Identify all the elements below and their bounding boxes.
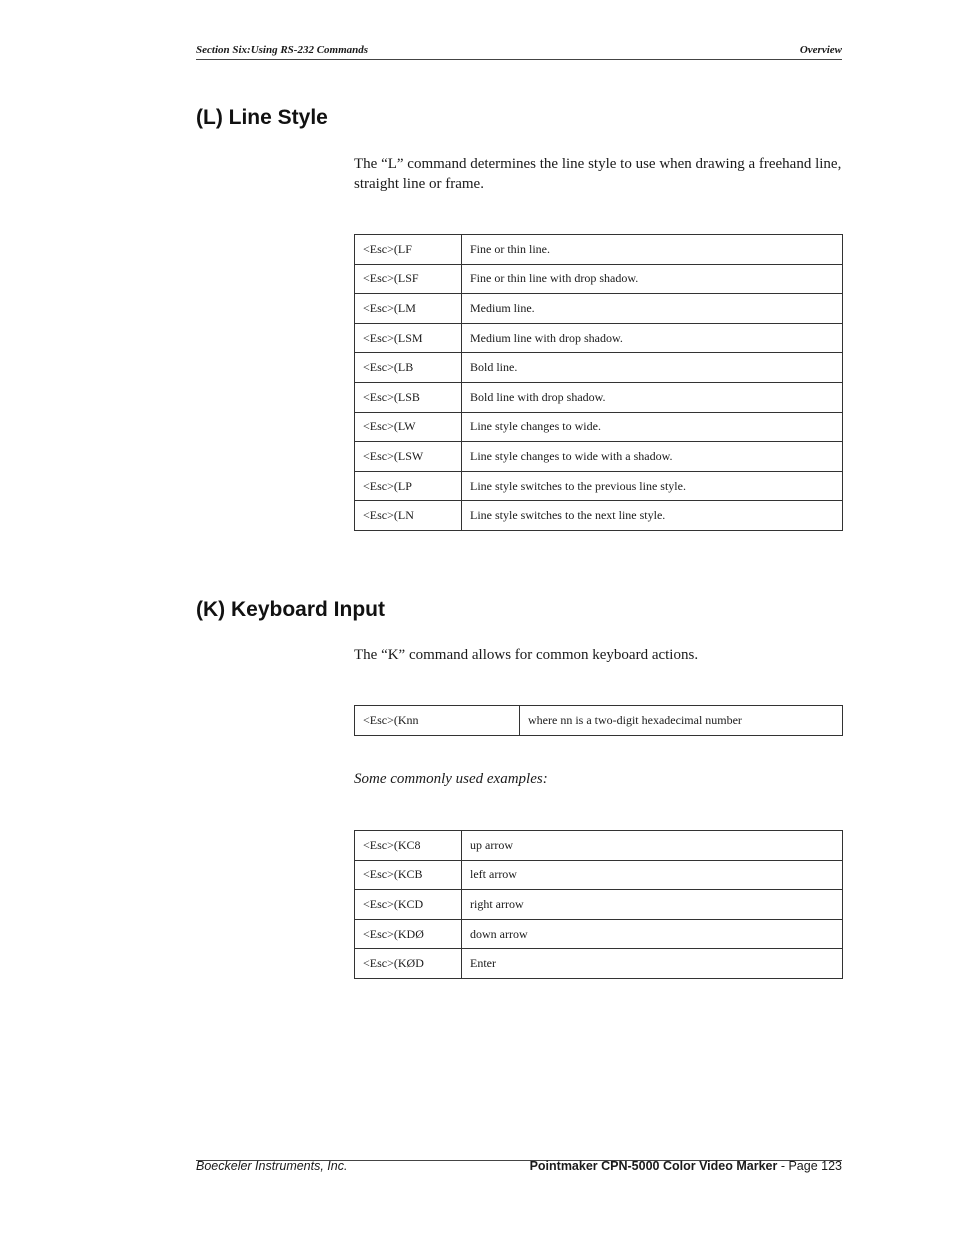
section-title-keyboard-input: (K) Keyboard Input: [196, 598, 385, 621]
command-code: <Esc>(KCB: [355, 860, 462, 890]
command-code: <Esc>(KC8: [355, 831, 462, 861]
table-row: [355, 471, 843, 501]
command-code: <Esc>(LF: [355, 235, 462, 265]
command-description: Line style switches to the previous line style.: [462, 471, 843, 501]
command-code: <Esc>(LN: [355, 501, 462, 531]
command-code: <Esc>(LSF: [355, 264, 462, 294]
command-description: right arrow: [462, 890, 843, 920]
footer-page-number: - Page 123: [777, 1159, 842, 1173]
table-row: [355, 890, 843, 920]
section-title-line-style: (L) Line Style: [196, 106, 328, 129]
table-row: [355, 501, 843, 531]
command-code: <Esc>(LP: [355, 471, 462, 501]
command-code: <Esc>(LSB: [355, 382, 462, 412]
table-row: [355, 353, 843, 383]
command-description: Fine or thin line with drop shadow.: [462, 264, 843, 294]
keyboard-examples-table: [354, 830, 843, 979]
line-style-description-line-2: straight line or frame.: [354, 176, 484, 192]
command-description: Medium line.: [462, 294, 843, 324]
examples-label: Some commonly used examples:: [354, 771, 548, 787]
table-row: [355, 294, 843, 324]
line-style-command-table: [354, 234, 843, 531]
table-row: [355, 919, 843, 949]
command-code: <Esc>(KØD: [355, 949, 462, 979]
table-row: [355, 442, 843, 472]
footer-page-info: [530, 1159, 842, 1173]
command-description: Line style changes to wide with a shadow.: [462, 442, 843, 472]
command-description: up arrow: [462, 831, 843, 861]
footer-product-name: Pointmaker CPN-5000 Color Video Marker: [529, 1159, 778, 1173]
table-row: [355, 412, 843, 442]
command-description: Enter: [462, 949, 843, 979]
command-code: <Esc>(LW: [355, 412, 462, 442]
command-description: down arrow: [462, 919, 843, 949]
command-code: <Esc>(LSM: [355, 323, 462, 353]
table-row: [355, 323, 843, 353]
command-description: Medium line with drop shadow.: [462, 323, 843, 353]
command-description: where nn is a two-digit hexadecimal number: [520, 706, 843, 736]
command-description: Line style changes to wide.: [462, 412, 843, 442]
command-description: Line style switches to the next line style.: [462, 501, 843, 531]
running-header-section: Section Six:Using RS-232 Commands: [196, 44, 369, 56]
keyboard-input-description: The “K” command allows for common keyboard actions.: [354, 647, 699, 663]
command-description: left arrow: [462, 860, 843, 890]
command-code: <Esc>(LM: [355, 294, 462, 324]
footer-company: Boeckeler Instruments, Inc.: [196, 1159, 348, 1173]
command-description: Fine or thin line.: [462, 235, 843, 265]
header-divider: [196, 59, 842, 60]
command-code: <Esc>(KDØ: [355, 919, 462, 949]
table-row: [355, 382, 843, 412]
command-code: <Esc>(LSW: [355, 442, 462, 472]
table-row: [355, 860, 843, 890]
command-code: <Esc>(KCD: [355, 890, 462, 920]
table-row: [355, 264, 843, 294]
line-style-description-line-1: The “L” command determines the line style to use when drawing a freehand line,: [354, 156, 842, 172]
table-row: [355, 831, 843, 861]
command-description: Bold line with drop shadow.: [462, 382, 843, 412]
running-header-topic: Overview: [799, 44, 842, 56]
table-row: [355, 949, 843, 979]
keyboard-syntax-table: [354, 705, 843, 736]
command-description: Bold line.: [462, 353, 843, 383]
table-row: [355, 706, 843, 736]
command-code: <Esc>(LB: [355, 353, 462, 383]
table-row: [355, 235, 843, 265]
line-style-description: [354, 154, 844, 194]
command-code: <Esc>(Knn: [355, 706, 520, 736]
